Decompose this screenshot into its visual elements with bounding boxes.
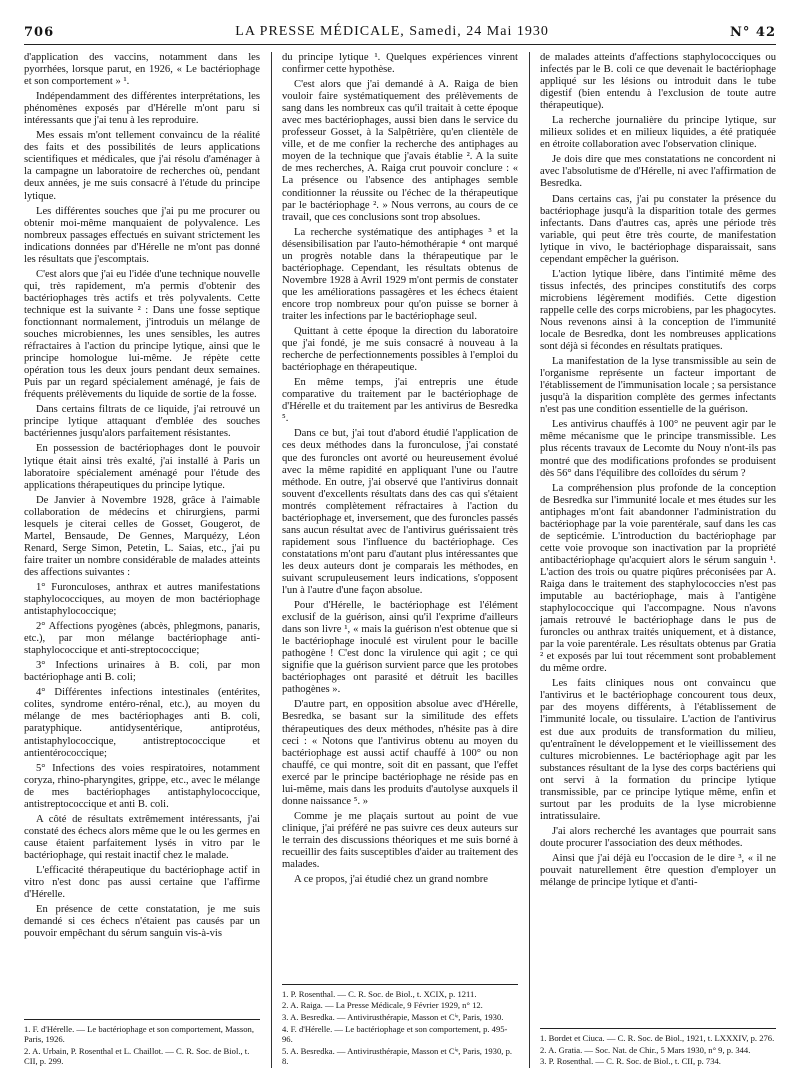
paragraph: La manifestation de la lyse transmissible au sein de l'organisme représente un facteur important de l'établissement de l'immunisation locale ; sa persistance jusqu'à la disparition complète des germes infectants n'est pas une condition essentielle de la guérison. [540,356,776,416]
paragraph: En même temps, j'ai entrepris une étude comparative du traitement par le bactériophage de d'Hérelle et du traitement par les antivirus de Besredka ⁵. [282,377,518,425]
paragraph: C'est alors que j'ai demandé à A. Raiga de bien vouloir faire systématiquement des prélèvements de sang dans les nombreux cas qu'il traitait à cette époque avec mes bactériophages, aussi bien dans le service du professeur Gosset, à la Salpêtrière, qu'en clientèle de ville, et de me confier la recherche des antiphages au moyen de la technique que j'avais établie ². A la suite de mes recherches, A. Raiga crut pouvoir conclure : « La présence ou l'absence des antiphages semble conditionner la réussite ou l'échec de la thérapeutique par le bactériophage ². » Nous verrons, au cours de ce travail, que ces conclusions sont trop absolues. [282,79,518,223]
header-rule [24,44,776,45]
footnote: 5. A. Besredka. — Antivirusthérapie, Masson et Cⁱᵉ, Paris, 1930, p. 8. [282,1045,513,1067]
issue-number: N° 42 [729,25,776,40]
paragraph: Ainsi que j'ai déjà eu l'occasion de le dire ³, « il ne pouvait naturellement être question d'employer un mélange de principe lytique et d'anti- [540,853,776,889]
paragraph: Dans ce but, j'ai tout d'abord étudié l'application de ces deux méthodes dans la furonculose, j'ai constaté que des furoncles ont avorté ou heureusement évolué avec la même rapidité en appliquant l'une ou l'autre méthode. En outre, j'ai observé que l'antivirus donnait souvent d'excellents résultats dans des cas qui s'étaient montrés complètement réfractaires à l'action du bactériophage et, inversement, que des furoncles passés sans aucun résultat avec de l'antivirus guérissaient très rapidement sous l'influence du bactériophage. Ces constatations m'ont paru d'autant plus intéressantes que les deux auteurs dont je comparais les méthodes, en suivant scrupuleusement leurs indications, s'opposent l'un à l'autre d'une façon absolue. [282,428,518,597]
list-item: 2° Affections pyogènes (abcès, phlegmons, panaris, etc.), par mon mélange bactériophage anti-staphylococcique et anti-streptococcique; [24,621,260,657]
column-2 [282,52,518,1068]
column-divider-right [529,52,530,1068]
footnote: 4. F. d'Hérelle. — Le bactériophage et son comportement, p. 495-96. [282,1023,508,1045]
paragraph: de malades atteints d'affections staphylococciques ou infectés par le B. coli ce que devenait le bactériophage appliqué sur les lésions ou introduit dans le tube digestif (bien entendu à l'exclusion de toute autre thérapeutique). [540,52,776,112]
footnote: 3. P. Rosenthal. — C. R. Soc. de Biol., t. CII, p. 734. [540,1056,721,1067]
page-number: 706 [24,25,55,40]
paragraph: L'efficacité thérapeutique du bactériophage actif in vitro n'est donc pas aussi certaine que l'affirme d'Hérelle. [24,865,260,901]
paragraph: De Janvier à Novembre 1928, grâce à l'aimable collaboration de médecins et chirurgiens, parmi lesquels je citerai celles de Gosset, Gougerot, de Martel, Bensaude, De Gennes, Marquézy, Léon Renard, Serge Simon, Petetin, L. Saias, etc., j'ai pu faire traiter un nombre considérable de malades atteints des affections suivantes : [24,494,260,578]
paragraph: Les faits cliniques nous ont convaincu que l'antivirus et le bactériophage concourent tous deux, par des moyens différents, à l'établissement de l'immunité locale, ou tissulaire. L'action de l'antivirus est due aux produits de transformation du milieu, qu'entraînent le développement et le vieillissement des cultures microbiennes. Le bactériophage agit par les substances résultant de la lyse des corps bactériens qui ont servi à la formation du principe lytique transmissible, par ce principe lytique même, enfin et surtout par les produits de la lyse microbienne intratissulaire. [540,678,776,822]
list-item: 4° Différentes infections intestinales (entérites, colites, syndrome entéro-rénal, etc.), au moyen du mélange de mes bactériophages anti B. coli, paratyphique. antidysentérique, antiprotéus, antistaphylococcique, antistreptococcique et antientérococcique; [24,687,260,759]
paragraph: En présence de cette constatation, je me suis demandé si ces échecs n'étaient pas causés par un pouvoir empêchant du sérum sanguin vis-à-vis [24,904,260,940]
paragraph: La recherche systématique des antiphages ³ et la désensibilisation par l'auto-hémothérapie ⁴ ont marqué un progrès notable dans la thérapeutique par le bactériophage. Cependant, les résultats obtenus de Novembre 1928 à Avril 1929 m'ont permis de constater que les améliorations passagères et les échecs étaient encore trop nombreux pour qu'on puisse se borner à traiter les infections par le bactériophage seul. [282,226,518,322]
column-1 [24,52,260,1068]
paragraph: Dans certains cas, j'ai pu constater la présence du bactériophage jusqu'à la disparition totale des germes infectants. Dans d'autres cas, après une période très variable, qui peut être très courte, de manifestation lytique in vivo, le bactériophage disparaissait, sans cependant empêcher la guérison. [540,193,776,265]
footnotes [24,1019,260,1068]
list-item: 3° Infections urinaires à B. coli, par mon bactériophage anti B. coli; [24,660,260,684]
paragraph: C'est alors que j'ai eu l'idée d'une technique nouvelle qui, très rapidement, m'a permis d'obtenir des bactériophages très actifs et très polyvalents. Cette technique est la suivante ² : Dans une fosse septique fonctionnant normalement, j'introduis un mélange de souches microbiennes, les unes sensibles, les autres réfractaires à l'action du principe lytique, ainsi que le principe homologue lui-même. Je répète cette opération tous les deux jours pendant deux semaines. Puis par un regard spécialement aménagé, je fais de fréquents prélèvements du liquide de sortie de la fosse. [24,268,260,401]
journal-title: LA PRESSE MÉDICALE, Samedi, 24 Mai 1930 [235,24,549,39]
paragraph: Quittant à cette époque la direction du laboratoire que j'ai fondé, je me suis consacré à nouveau à la recherche de perfectionnements possibles à l'emploi du bactériophage en thérapeutique. [282,326,518,374]
footnote: 2. A. Gratia. — Soc. Nat. de Chir., 5 Mars 1930, n° 9, p. 344. [540,1044,751,1055]
paragraph: D'autre part, en opposition absolue avec d'Hérelle, Besredka, se basant sur la similitude des effets thérapeutiques des deux méthodes, n'hésite pas à dire ceci : « Notons que l'antivirus obtenu au moyen du bactériophage est aussi actif chauffé à 100° ou non chauffé, ce qui montre, soit dit en passant, que l'effet exercé par le principe bactériophage ne réside pas en lui-même, mais dans les produits d'autolyse auxquels il donne naissance ⁵. » [282,699,518,807]
footnote: 1. F. d'Hérelle. — Le bactériophage et son comportement, Masson, Paris, 1926. [24,1023,254,1045]
paragraph: En possession de bactériophages dont le pouvoir lytique était ainsi très exalté, j'ai installé à Paris un laboratoire spécialement aménagé pour l'étude des applications thérapeutiques du principe lytique. [24,443,260,491]
column-divider-left [271,52,272,1068]
paragraph: A côté de résultats extrêmement intéressants, j'ai constaté des échecs alors même que le ou les germes en cause étaient parfaitement lysés in vitro par le bactériophage, qui restait inactif chez le malade. [24,813,260,861]
paragraph: d'application des vaccins, notamment dans les pyorrhées, lorsque parut, en 1926, « Le bactériophage et son comportement » ¹. [24,52,260,88]
running-header [24,18,776,40]
footnote: 1. P. Rosenthal. — C. R. Soc. de Biol., t. XCIX, p. 1211. [282,988,477,999]
paragraph: Les différentes souches que j'ai pu me procurer ou obtenir moi-même manquaient de polyvalence. Les nombreux passages effectués en suivant strictement les indications données par d'Hérelle ne m'ont pas donné les résultats que j'escomptais. [24,205,260,265]
list-item: 1° Furonculoses, anthrax et autres manifestations staphylococciques, au moyen de mon bactériophage antistaphylococcique; [24,581,260,618]
list-item: 5° Infections des voies respiratoires, notamment coryza, rhino-pharyngites, grippe, etc., avec le mélange de mes bactériophages antistaphylococcique, antistreptococcique et anti B. coli. [24,762,260,810]
column-3 [540,52,776,1068]
paragraph: La recherche journalière du principe lytique, sur milieux solides et en milieux liquides, a été pratiquée en étroite collaboration avec l'observation clinique. [540,115,776,151]
paragraph: Indépendamment des différentes interprétations, les phénomènes exposés par d'Hérelle m'ont paru si intéressants que j'ai tenu à les reproduire. [24,91,260,127]
paragraph: A ce propos, j'ai étudié chez un grand nombre [294,874,489,886]
paragraph: Pour d'Hérelle, le bactériophage est l'élément exclusif de la guérison, ainsi qu'il l'exprime d'ailleurs dans son livre ¹, « mais la guérison n'est obtenue que si le bactériophage inoculé est virulent pour le bacille pathogène ! C'est donc la virulence qui agit ; ce qui signifie que la guérison survient parce que les protobes bactériophages ont parasité et détruit les bacilles pathogènes ». [282,600,518,696]
footnote: 3. A. Besredka. — Antivirusthérapie, Masson et Cⁱᵉ, Paris, 1930. [282,1012,504,1023]
footnote: 1. Bordet et Ciuca. — C. R. Soc. de Biol., 1921, t. LXXXIV, p. 276. [540,1033,775,1044]
paragraph: J'ai alors recherché les avantages que pourrait sans doute procurer l'association des deux méthodes. [540,825,776,849]
footnotes [282,984,518,1068]
paragraph: Les antivirus chauffés à 100° ne peuvent agir par le même mécanisme que le principe transmissible. Les plus récents travaux de Lecomte du Nouy n'ont-ils pas montré que des modifications profondes se produisent dès 56° dans l'équilibre des colloïdes du sérum ? [540,419,776,479]
footnote: 2. A. Raiga. — La Presse Médicale, 9 Février 1929, n° 12. [282,1000,483,1011]
paragraph: Je dois dire que mes constatations ne concordent ni avec l'absolutisme de d'Hérelle, ni avec l'affirmation de Besredka. [540,154,776,190]
paragraph: Dans certains filtrats de ce liquide, j'ai retrouvé un principe lytique attaquant d'emblée des souches bactériennes jusqu'alors parfaitement résistantes. [24,404,260,440]
paragraph: du principe lytique ¹. Quelques expériences vinrent confirmer cette hypothèse. [282,52,518,76]
paragraph: L'action lytique libère, dans l'intimité même des tissus infectés, des principes constitutifs des corps microbiens légèrement modifiés. Cette digestion rappelle celle des corps microbiens, par les phagocytes. Nous revenons ainsi à la conception de l'immunité locale de Besredka, dont les nombreuses applications sont déjà si fécondes en résultats pratiques. [540,268,776,353]
footnotes [540,1028,776,1068]
paragraph: Mes essais m'ont tellement convaincu de la réalité des faits et des possibilités de leurs applications scientifiques et médicales, que j'ai résolu d'aménager à la campagne un laboratoire de recherches où, pendant deux années, je me suis consacré à l'étude du principe lytique. [24,130,260,202]
paragraph: Comme je me plaçais surtout au point de vue clinique, j'ai préféré ne pas suivre ces deux auteurs sur le terrain des discussions théoriques et me suis borné à recueillir des faits susceptibles d'aider au traitement des malades. [282,810,518,871]
footnote: 2. A. Urbain, P. Rosenthal et L. Chaillot. — C. R. Soc. de Biol., t. CII, p. 299. [24,1045,250,1067]
paragraph: La compréhension plus profonde de la conception de Besredka sur l'immunité locale et mes études sur les antiphages m'ont fait abandonner l'administration du bactériophage par la voie parentérale, sauf dans les cas de septicémie. L'introduction du bactériophage par cette voie provoque son inactivation par la propriété antibactériophage qu'acquiert alors le sérum sanguin ¹. L'action des trois ou quatre piqûres préconisées par A. Raiga dans le traitement des staphylococcies n'est pas imputable au bactériophage, mais à l'antigène staphylococcique qui l'accompagne. Nous n'avons jamais retrouvé le bactériophage dans le pus de furoncles ou anthrax traités uniquement, et à distance, par la voie parentérale. Les résultats obtenus par Gratia ² et exposés par lui tout récemment sont probablement du même ordre. [540,482,776,675]
